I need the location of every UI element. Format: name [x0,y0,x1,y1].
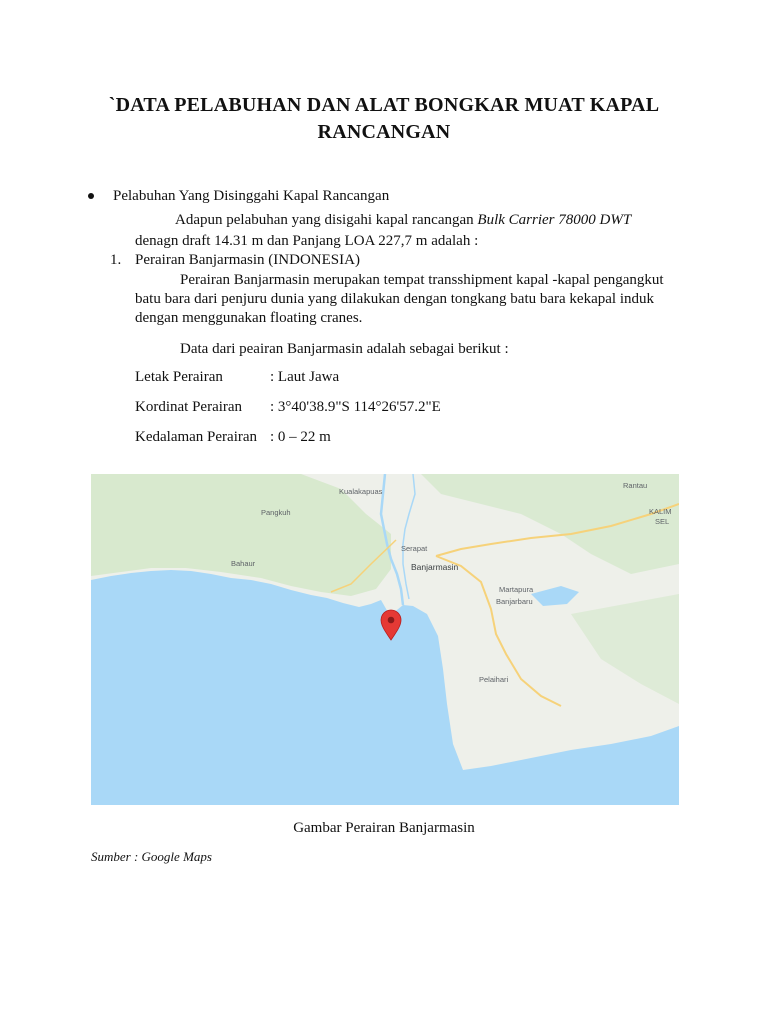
intro-line-1 [175,210,631,230]
map-label-rantau: Rantau [623,481,648,490]
map-label-martapura: Martapura [499,585,534,594]
fact-key-location: Letak Perairan [135,369,223,385]
document-title [60,92,708,146]
map-label-kalim: KALIM [649,507,672,516]
map-label-banjarbaru: Banjarbaru [496,597,533,606]
map-label-serapat: Serapat [401,544,428,553]
map-label-pelaihari: Pelaihari [479,675,509,684]
item-number: 1. [110,252,122,268]
title-line-1: `DATA PELABUHAN DAN ALAT BONGKAR MUAT KAPAL [108,94,660,116]
fact-value-coordinates: : 3°40'38.9"S 114°26'57.2"E [270,399,441,415]
item-desc-line-2: batu bara dari penjuru dunia yang dilakukan dengan tongkang batu bara kekapal induk [135,291,654,307]
data-intro: Data dari peairan Banjarmasin adalah sebagai berikut : [180,341,509,357]
figure-caption: Gambar Perairan Banjarmasin [293,820,475,836]
map-label-kuala-kapuas: Kualakapuas [339,487,383,496]
map-svg [91,474,679,805]
map-label-banjarmasin: Banjarmasin [411,562,459,572]
fact-value-location: : Laut Jawa [270,369,340,385]
figure-source: Sumber : Google Maps [91,849,212,864]
bullet-icon [88,193,94,199]
map-label-bahaur: Bahaur [231,559,256,568]
intro-line-2: denagn draft 14.31 m dan Panjang LOA 227,7 m adalah : [135,233,479,249]
title-line-2: RANCANGAN [317,121,451,143]
item-desc-line-3: dengan menggunakan floating cranes. [135,310,363,326]
map-image [91,474,679,805]
item-label: Perairan Banjarmasin (INDONESIA) [135,252,360,268]
item-desc-line-1: Perairan Banjarmasin merupakan tempat transshipment kapal -kapal pengangkut [180,272,664,288]
fact-key-coordinates: Kordinat Perairan [135,399,243,415]
bullet-heading: Pelabuhan Yang Disinggahi Kapal Rancangan [113,188,390,204]
fact-value-depth: : 0 – 22 m [270,429,331,445]
ship-name: Bulk Carrier 78000 DWT [477,212,632,228]
intro-text: Adapun pelabuhan yang disigahi kapal rancangan [175,212,478,228]
map-label-pangkuh: Pangkuh [261,508,291,517]
fact-key-depth: Kedalaman Perairan [135,429,258,445]
map-label-sel: SEL [655,517,670,526]
